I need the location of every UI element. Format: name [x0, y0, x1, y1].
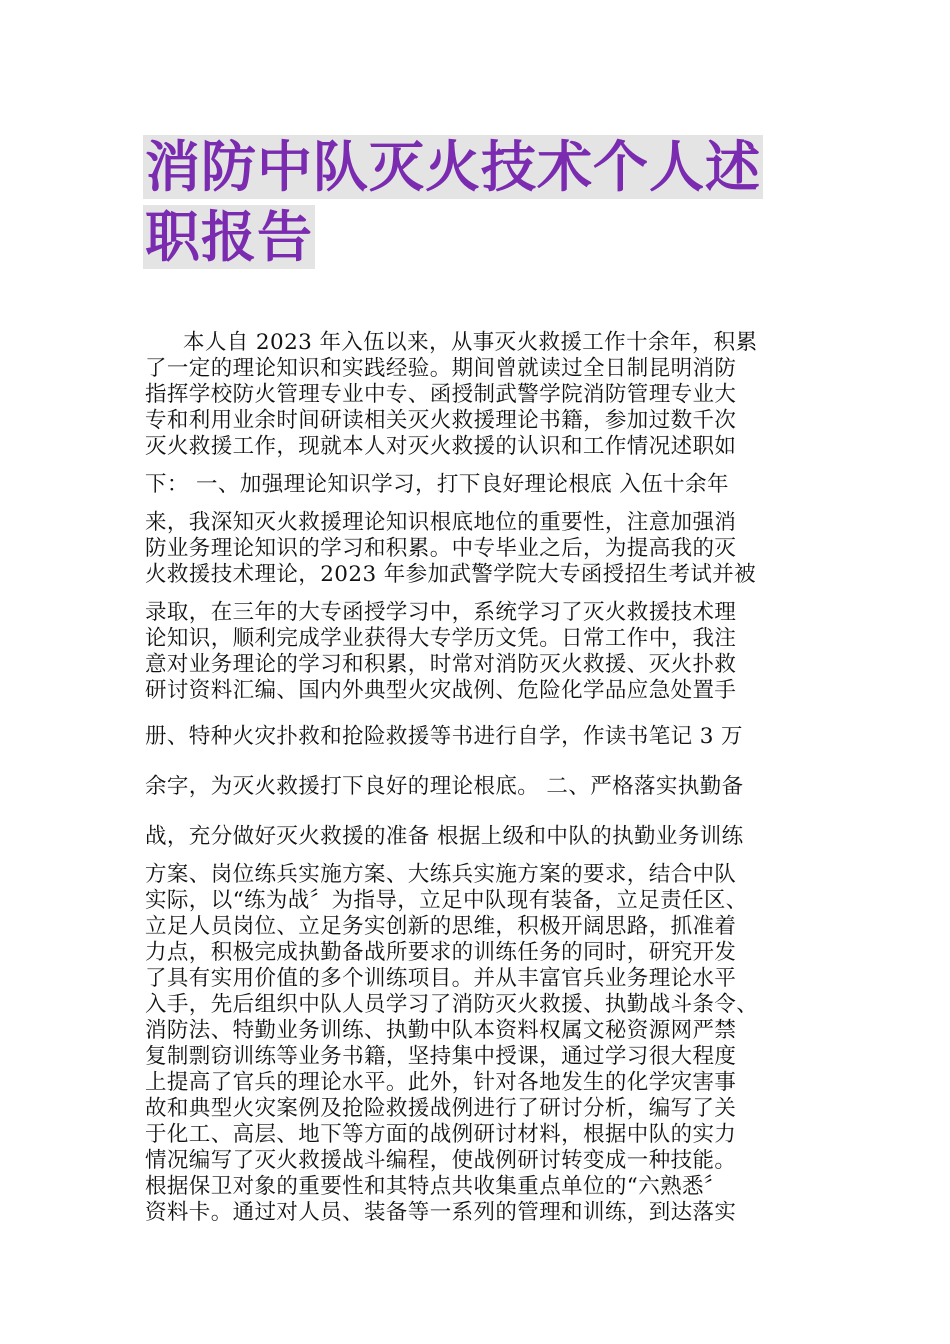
body-line: 意对业务理论的学习和积累，时常对消防灭火救援、灭火扑救: [145, 652, 737, 677]
document-body: [145, 330, 810, 1226]
body-line: 了具有实用价值的多个训练项目。并从丰富官兵业务理论水平: [145, 966, 737, 991]
body-line: 力点，积极完成执勤备战所要求的训练任务的同时，研究开发: [145, 940, 737, 965]
body-line: 方案、岗位练兵实施方案、大练兵实施方案的要求，结合中队: [145, 862, 737, 887]
body-line: 指挥学校防火管理专业中专、函授制武警学院消防管理专业大: [145, 382, 737, 407]
body-line: 灭火救援工作，现就本人对灭火救援的认识和工作情况述职如: [145, 434, 737, 459]
body-line: 故和典型火灾案例及抢险救援战例进行了研讨分析，编写了关: [145, 1096, 737, 1121]
body-line: 了一定的理论知识和实践经验。期间曾就读过全日制昆明消防: [145, 356, 737, 381]
body-line: 资料卡。通过对人员、装备等一系列的管理和训练，到达落实: [145, 1200, 737, 1225]
body-line: 情况编写了灭火救援战斗编程，使战例研讨转变成一种技能。: [145, 1148, 737, 1173]
body-line: 上提高了官兵的理论水平。此外，针对各地发生的化学灾害事: [145, 1070, 737, 1095]
body-line: 研讨资料汇编、国内外典型火灾战例、危险化学品应急处置手: [145, 678, 737, 703]
body-line: 入手，先后组织中队人员学习了消防灭火救援、执勤战斗条令、: [145, 992, 759, 1017]
body-line: 册、特种火灾扑救和抢险救援等书进行自学，作读书笔记 3 万: [145, 724, 743, 749]
body-line: 消防法、特勤业务训练、执勤中队本资料权属文秘资源网严禁: [145, 1018, 737, 1043]
body-line: 复制剽窃训练等业务书籍，坚持集中授课，通过学习很大程度: [145, 1044, 737, 1069]
body-line: 火救援技术理论，2023 年参加武警学院大专函授招生考试并被: [145, 562, 757, 587]
body-line: 论知识，顺利完成学业获得大专学历文凭。日常工作中，我注: [145, 626, 737, 651]
body-line: 专和利用业余时间研读相关灭火救援理论书籍，参加过数千次: [145, 408, 737, 433]
body-line: 余字，为灭火救援打下良好的理论根底。 二、严格落实执勤备: [145, 774, 744, 799]
body-line: 来，我深知灭火救援理论知识根底地位的重要性，注意加强消: [145, 510, 737, 535]
body-line: 根据保卫对象的重要性和其特点共收集重点单位的“六熟悉〞: [145, 1174, 726, 1199]
body-line: 实际，以“练为战〞为指导，立足中队现有装备，立足责任区、: [145, 888, 748, 913]
body-line: 战，充分做好灭火救援的准备 根据上级和中队的执勤业务训练: [145, 824, 744, 849]
body-line: 于化工、高层、地下等方面的战例研讨材料，根据中队的实力: [145, 1122, 737, 1147]
document-title: [143, 132, 813, 272]
body-line: 立足人员岗位、立足务实创新的思维，积极开阔思路，抓准着: [145, 914, 737, 939]
body-line: 录取，在三年的大专函授学习中，系统学习了灭火救援技术理: [145, 600, 737, 625]
body-line: 下： 一、加强理论知识学习，打下良好理论根底 入伍十余年: [145, 472, 729, 497]
body-line: 防业务理论知识的学习和积累。中专毕业之后，为提高我的灭: [145, 536, 737, 561]
body-line: 本人自 2023 年入伍以来，从事灭火救援工作十余年，积累: [183, 330, 758, 355]
document-title-text: 消防中队灭火技术个人述职报告: [145, 135, 762, 269]
